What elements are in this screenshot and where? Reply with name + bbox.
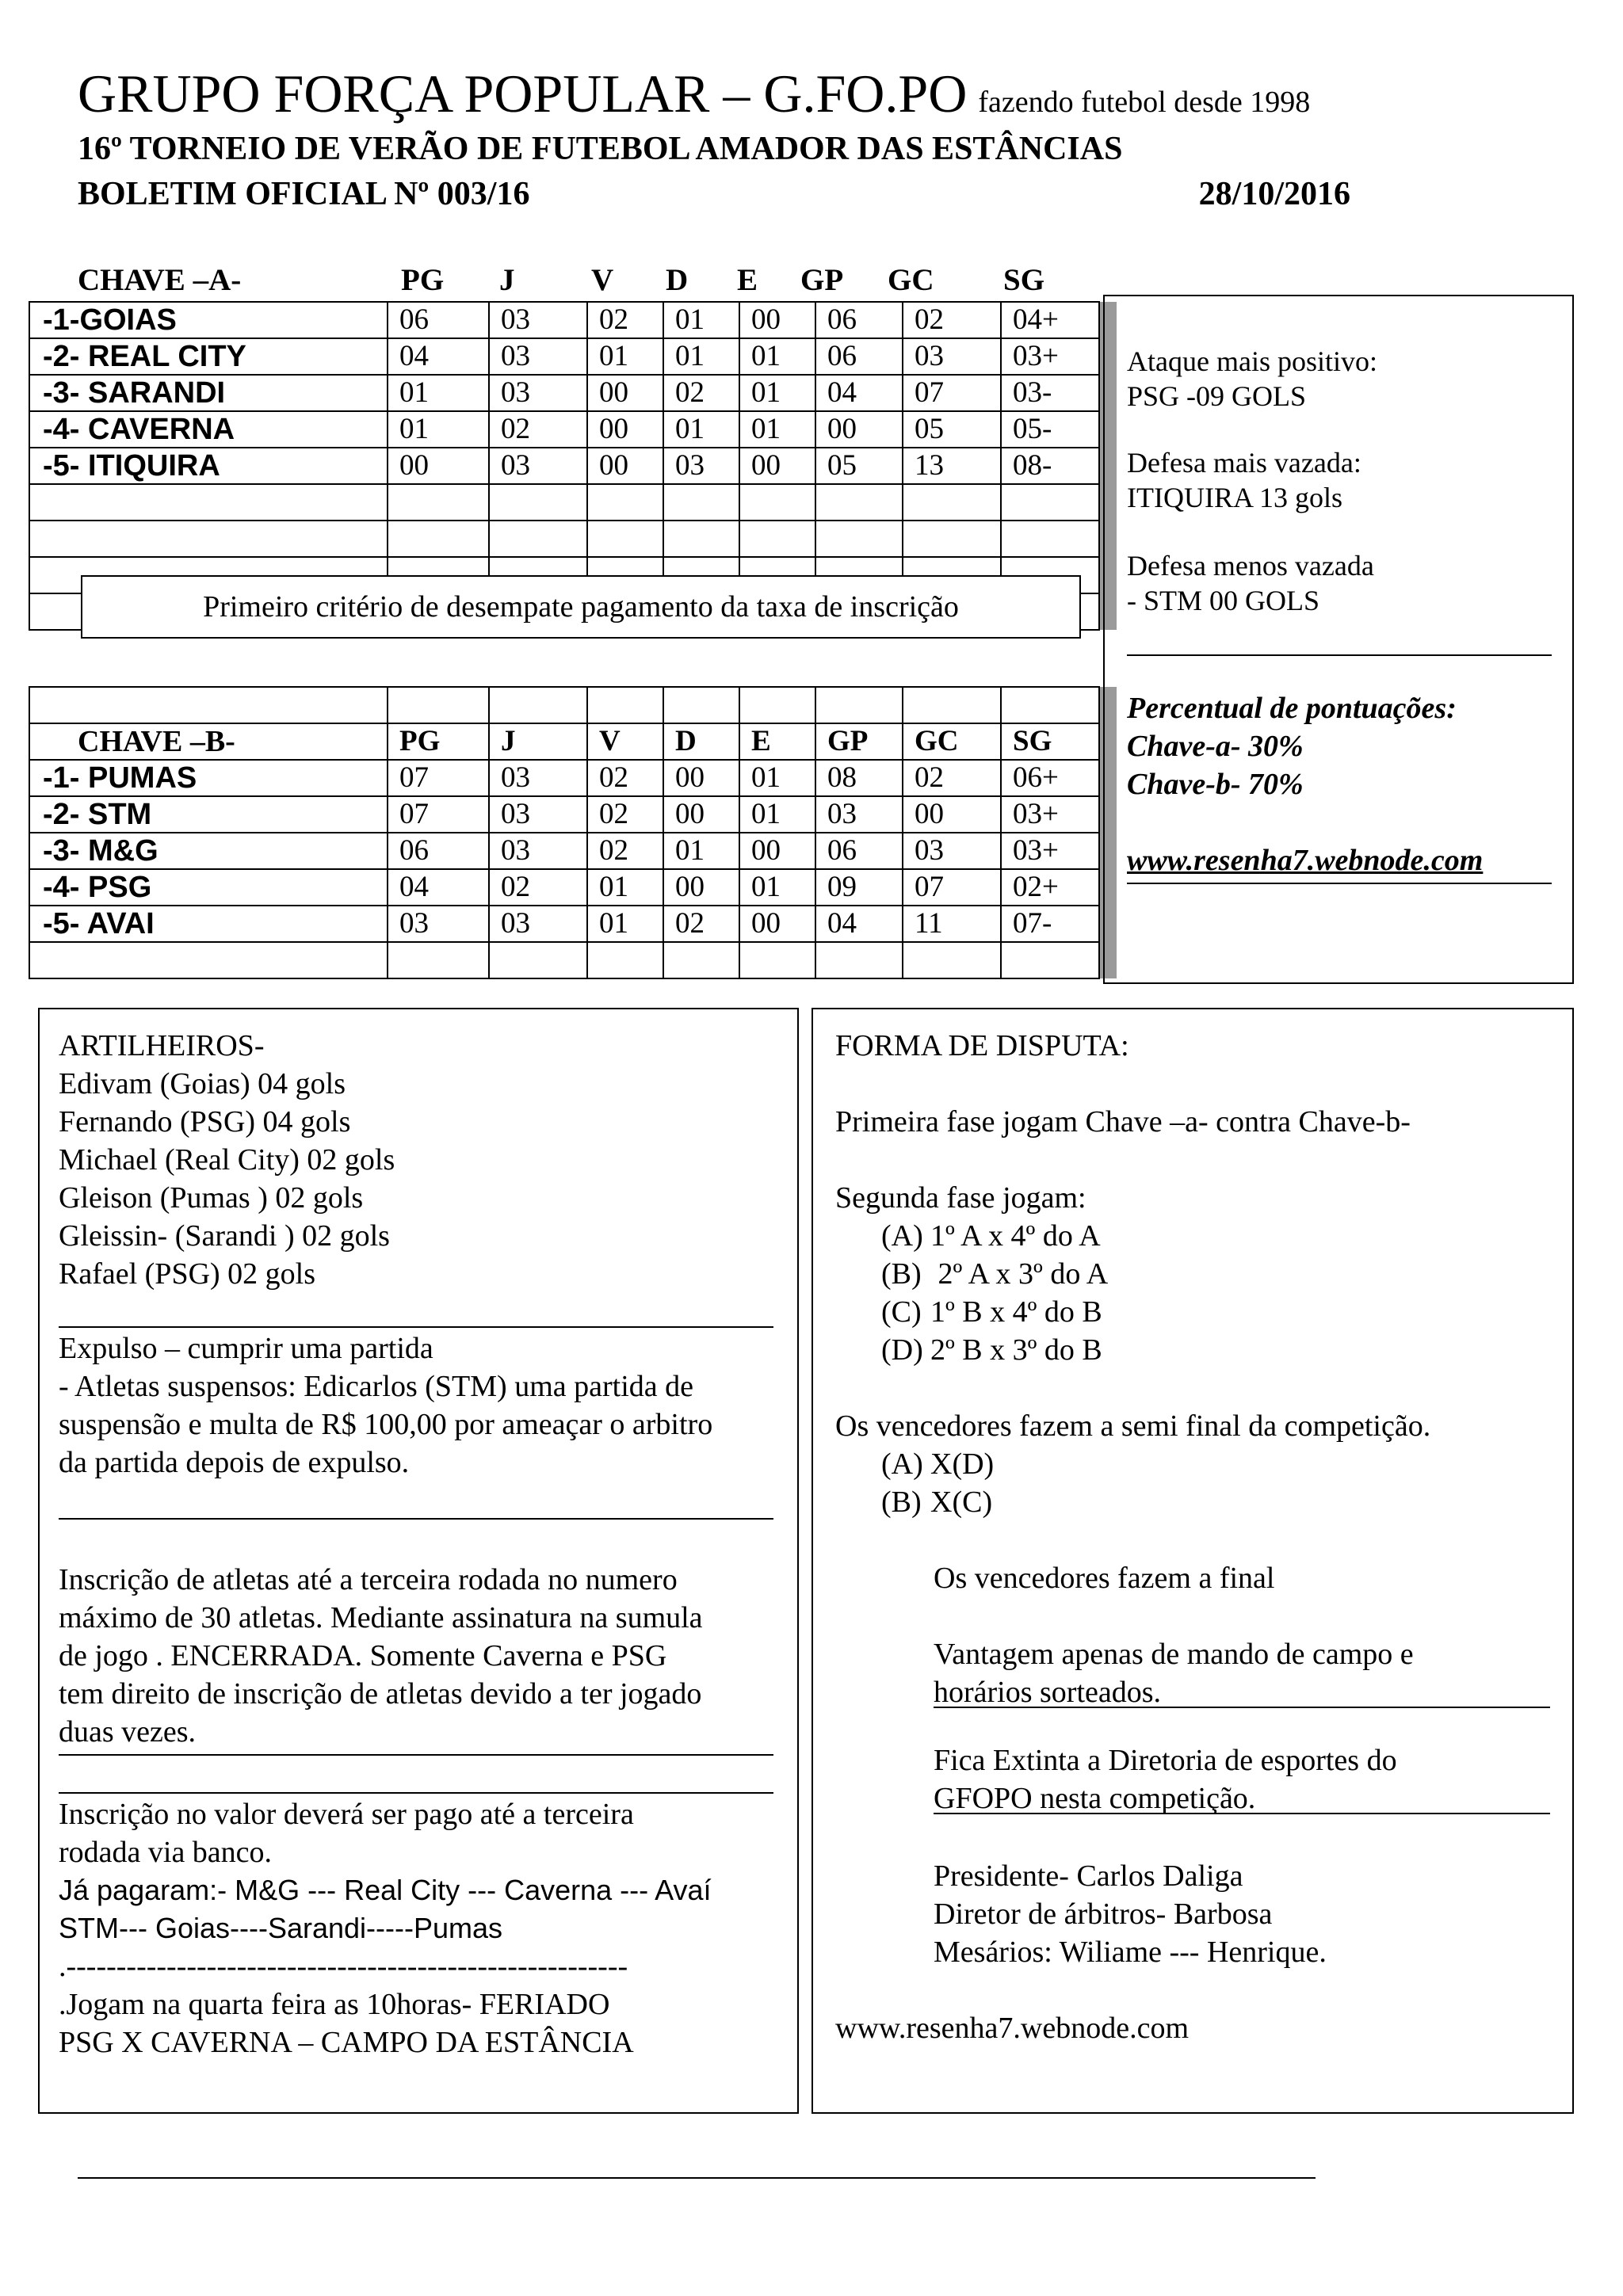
stat-cell: 00 (587, 411, 663, 448)
stat-cell: 02 (903, 302, 1001, 338)
payment-line: PSG X CAVERNA – CAMPO DA ESTÂNCIA (59, 2026, 634, 2059)
stat-cell: 00 (739, 302, 815, 338)
registration-line: máximo de 30 atletas. Mediante assinatura na sumula (59, 1601, 703, 1634)
stat-cell: 01 (663, 338, 739, 375)
stat-cell (739, 521, 815, 557)
stat-cell (903, 521, 1001, 557)
team-name: -5- AVAI (29, 906, 388, 942)
phase2-item: (C) 1º B x 4º do B (881, 1295, 1102, 1329)
stat-cell: 13 (903, 448, 1001, 484)
right-panel (812, 1008, 1574, 2114)
stat-cell (587, 521, 663, 557)
empty-cell (489, 687, 587, 723)
stat-cell: 03 (663, 448, 739, 484)
stat-cell: 01 (739, 796, 815, 833)
stat-cell: 01 (388, 411, 489, 448)
group-a-col-gp: GP (800, 263, 844, 297)
payment-line: rodada via banco. (59, 1836, 273, 1869)
column-header: PG (388, 723, 489, 760)
column-header: J (489, 723, 587, 760)
scorer-item: Gleissin- (Sarandi ) 02 gols (59, 1219, 390, 1253)
semi-list (881, 1445, 994, 1521)
group-a-col-pg: PG (401, 263, 445, 297)
empty-cell (587, 687, 663, 723)
stat-cell (903, 484, 1001, 521)
org-tagline: fazendo futebol desde 1998 (978, 86, 1311, 119)
column-header: SG (1001, 723, 1099, 760)
stat-cell: 02 (663, 906, 739, 942)
stat-cell: 04 (388, 869, 489, 906)
table-row (29, 375, 1117, 411)
expelled-line: da partida depois de expulso. (59, 1446, 410, 1479)
stat-cell: 04 (815, 375, 903, 411)
scorers-list (59, 1065, 395, 1293)
divider (59, 1754, 773, 1756)
scorer-item: Gleison (Pumas ) 02 gols (59, 1181, 364, 1215)
column-header: GC (903, 723, 1001, 760)
stat-cell (489, 521, 587, 557)
group-a-col-e: E (737, 263, 758, 297)
team-name: -2- STM (29, 796, 388, 833)
bulletin-line (78, 174, 1350, 214)
advantage-line: horários sorteados. (934, 1676, 1162, 1709)
stat-cell: 03 (489, 833, 587, 869)
expelled-line: suspensão e multa de R$ 100,00 por ameaçar o arbitro (59, 1408, 713, 1441)
stat-cell: 06 (388, 833, 489, 869)
empty-cell (388, 687, 489, 723)
column-header: D (663, 723, 739, 760)
stat-cell (815, 942, 903, 978)
group-a-col-j: J (499, 263, 515, 297)
group-a-col-d: D (666, 263, 689, 297)
table-row (29, 760, 1117, 796)
stat-cell (663, 521, 739, 557)
stat-cell: 01 (739, 338, 815, 375)
team-name: -3- M&G (29, 833, 388, 869)
stat-cell: 05 (903, 411, 1001, 448)
table-row (29, 338, 1117, 375)
advantage-line: Vantagem apenas de mando de campo e (934, 1638, 1414, 1671)
column-header: E (739, 723, 815, 760)
table-row (29, 411, 1117, 448)
staff-line: Presidente- Carlos Daliga (934, 1859, 1243, 1893)
percent-group-b: Chave-b- 70% (1127, 768, 1304, 801)
stat-cell: 02 (903, 760, 1001, 796)
team-name (29, 521, 388, 557)
group-a-title: CHAVE –A- (78, 263, 242, 297)
stat-cell: 03 (489, 906, 587, 942)
payment-line: Já pagaram:- M&G --- Real City --- Caverna --- Avaí (59, 1874, 712, 1906)
stat-cell (587, 484, 663, 521)
stat-cell: 00 (815, 411, 903, 448)
stat-cell (388, 942, 489, 978)
divider (59, 1326, 773, 1328)
stat-cell: 02+ (1001, 869, 1099, 906)
stat-cell: 02 (587, 833, 663, 869)
extinct-line: Fica Extinta a Diretoria de esportes do (934, 1744, 1397, 1777)
stat-cell: 03 (489, 796, 587, 833)
stat-cell: 00 (739, 833, 815, 869)
stat-cell: 01 (587, 338, 663, 375)
page-title (78, 62, 1310, 134)
stat-cell: 03 (903, 338, 1001, 375)
team-name: -3- SARANDI (29, 375, 388, 411)
team-name: -2- REAL CITY (29, 338, 388, 375)
stat-cell: 03 (489, 375, 587, 411)
org-name: GRUPO FORÇA POPULAR – G.FO.PO (78, 63, 968, 124)
expelled-line: Expulso – cumprir uma partida (59, 1332, 433, 1365)
team-name (29, 942, 388, 978)
phase2-title: Segunda fase jogam: (835, 1181, 1086, 1215)
scorers-title: ARTILHEIROS- (59, 1029, 265, 1062)
stat-cell: 02 (489, 411, 587, 448)
stat-cell: 07 (388, 796, 489, 833)
stat-cell: 02 (489, 869, 587, 906)
team-name: -4- CAVERNA (29, 411, 388, 448)
empty-cell (1001, 687, 1099, 723)
stat-cell (663, 942, 739, 978)
stat-cell: 08- (1001, 448, 1099, 484)
expelled-section (59, 1329, 712, 1482)
semi-text: Os vencedores fazem a semi final da competição. (835, 1409, 1431, 1443)
left-panel (38, 1008, 799, 2114)
stat-cell (739, 484, 815, 521)
divider (59, 1518, 773, 1520)
stat-cell (903, 942, 1001, 978)
stat-cell: 01 (663, 411, 739, 448)
stat-cell: 01 (388, 375, 489, 411)
best-defense-value: - STM 00 GOLS (1127, 585, 1320, 616)
advantage-text (934, 1635, 1414, 1711)
column-header: GP (815, 723, 903, 760)
payment-line: Inscrição no valor deverá ser pago até a terceira (59, 1798, 634, 1831)
payment-line: .Jogam na quarta feira as 10horas- FERIADO (59, 1988, 610, 2021)
stat-cell: 03 (903, 833, 1001, 869)
stat-cell: 03- (1001, 375, 1099, 411)
stat-cell: 03 (489, 760, 587, 796)
stat-cell: 07 (903, 375, 1001, 411)
stat-cell: 03+ (1001, 796, 1099, 833)
stat-cell: 05- (1001, 411, 1099, 448)
divider (934, 1707, 1550, 1708)
bulletin-number: BOLETIM OFICIAL Nº 003/16 (78, 176, 530, 212)
registration-line: Inscrição de atletas até a terceira rodada no numero (59, 1563, 678, 1596)
registration-line: duas vezes. (59, 1715, 197, 1749)
table-row (29, 869, 1117, 906)
staff-line: Mesários: Wiliame --- Henrique. (934, 1936, 1327, 1969)
stat-cell: 01 (739, 869, 815, 906)
worst-defense-value: ITIQUIRA 13 gols (1127, 482, 1342, 513)
payment-line: STM--- Goias----Sarandi-----Pumas (59, 1912, 503, 1944)
phase2-item: (A) 1º A x 4º do A (881, 1219, 1101, 1253)
table-row (29, 796, 1117, 833)
table-row-empty (29, 687, 1117, 723)
stat-cell: 03 (489, 338, 587, 375)
team-name: -1- PUMAS (29, 760, 388, 796)
stat-cell: 11 (903, 906, 1001, 942)
stat-cell: 01 (587, 869, 663, 906)
stat-cell: 00 (739, 448, 815, 484)
semi-item: (B) X(C) (881, 1486, 993, 1519)
table-row (29, 833, 1117, 869)
final-text: Os vencedores fazem a final (934, 1562, 1275, 1595)
stat-cell: 06+ (1001, 760, 1099, 796)
table-row-empty (29, 521, 1117, 557)
stat-cell: 08 (815, 760, 903, 796)
best-defense-label: Defesa menos vazada (1127, 550, 1374, 582)
stat-cell: 01 (739, 760, 815, 796)
stat-cell (489, 484, 587, 521)
stat-cell: 01 (739, 411, 815, 448)
stat-cell: 01 (663, 833, 739, 869)
divider (59, 1792, 773, 1794)
registration-line: tem direito de inscrição de atletas devido a ter jogado (59, 1677, 702, 1711)
tiebreak-notice: Primeiro critério de desempate pagamento da taxa de inscrição (81, 575, 1081, 639)
stat-cell (587, 942, 663, 978)
stats-divider (1127, 654, 1552, 656)
stat-cell: 02 (587, 796, 663, 833)
phase2-item: (B) 2º A x 3º do A (881, 1257, 1109, 1291)
attack-label: Ataque mais positivo: (1127, 345, 1377, 377)
stat-cell: 06 (815, 833, 903, 869)
staff-list (934, 1857, 1327, 1971)
stat-cell (815, 484, 903, 521)
stat-cell: 03 (489, 448, 587, 484)
extinct-line: GFOPO nesta competição. (934, 1782, 1256, 1815)
bulletin-date: 28/10/2016 (1198, 176, 1350, 212)
phase2-list (881, 1217, 1108, 1369)
footer-rule (78, 2177, 1316, 2179)
stat-cell: 00 (663, 796, 739, 833)
table-row-empty (29, 484, 1117, 521)
column-header: V (587, 723, 663, 760)
empty-cell (29, 687, 388, 723)
scorer-item: Michael (Real City) 02 gols (59, 1143, 395, 1177)
stat-cell: 06 (815, 302, 903, 338)
phase2-item: (D) 2º B x 3º do B (881, 1333, 1102, 1367)
registration-section (59, 1561, 703, 1751)
extinct-text (934, 1741, 1397, 1817)
stat-cell: 00 (663, 869, 739, 906)
phase1-text: Primeira fase jogam Chave –a- contra Chave-b- (835, 1105, 1411, 1138)
stat-cell: 06 (815, 338, 903, 375)
expelled-line: - Atletas suspensos: Edicarlos (STM) uma partida de (59, 1370, 694, 1403)
group-b-title: CHAVE –B- (29, 723, 388, 760)
attack-value: PSG -09 GOLS (1127, 380, 1307, 412)
table-row-empty (29, 942, 1117, 978)
team-name: -4- PSG (29, 869, 388, 906)
stats-box (1103, 295, 1574, 984)
stat-cell: 00 (663, 760, 739, 796)
stat-cell: 04 (815, 906, 903, 942)
stat-cell: 07- (1001, 906, 1099, 942)
scorer-item: Fernando (PSG) 04 gols (59, 1105, 351, 1138)
stat-cell: 00 (388, 448, 489, 484)
table-row (29, 302, 1117, 338)
semi-item: (A) X(D) (881, 1447, 995, 1481)
team-name: -5- ITIQUIRA (29, 448, 388, 484)
empty-cell (739, 687, 815, 723)
stat-cell: 01 (587, 906, 663, 942)
scorer-item: Edivam (Goias) 04 gols (59, 1067, 346, 1100)
divider (934, 1813, 1550, 1814)
table-header-row (29, 723, 1117, 760)
site-link[interactable]: www.resenha7.webnode.com (835, 2012, 1189, 2045)
table-row (29, 448, 1117, 484)
payment-line: .-------------------------------------------------------- (59, 1950, 628, 1983)
empty-cell (815, 687, 903, 723)
stat-cell (663, 484, 739, 521)
stat-cell: 00 (587, 375, 663, 411)
stat-cell (1001, 484, 1099, 521)
stat-cell: 03 (815, 796, 903, 833)
stat-cell: 06 (388, 302, 489, 338)
payment-section (59, 1795, 712, 2061)
percent-group-a: Chave-a- 30% (1127, 730, 1304, 763)
stat-cell (489, 942, 587, 978)
stat-cell: 04+ (1001, 302, 1099, 338)
stat-cell: 03 (489, 302, 587, 338)
stat-cell: 03 (388, 906, 489, 942)
stat-cell: 04 (388, 338, 489, 375)
registration-line: de jogo . ENCERRADA. Somente Caverna e PSG (59, 1639, 667, 1672)
stat-cell (815, 521, 903, 557)
stat-cell: 03+ (1001, 338, 1099, 375)
stat-cell (388, 521, 489, 557)
stats-bottom-divider (1127, 883, 1552, 884)
stat-cell: 00 (739, 906, 815, 942)
team-name: -1-GOIAS (29, 302, 388, 338)
worst-defense-label: Defesa mais vazada: (1127, 447, 1361, 479)
staff-line: Diretor de árbitros- Barbosa (934, 1897, 1273, 1931)
stat-cell: 00 (587, 448, 663, 484)
table-row (29, 906, 1117, 942)
group-a-col-sg: SG (1003, 263, 1045, 297)
stat-cell: 05 (815, 448, 903, 484)
stat-cell: 07 (388, 760, 489, 796)
group-a-col-gc: GC (888, 263, 934, 297)
group-b-table (29, 686, 1117, 979)
stat-cell: 00 (903, 796, 1001, 833)
stat-cell (739, 942, 815, 978)
tournament-title: 16º TORNEIO DE VERÃO DE FUTEBOL AMADOR DAS ESTÂNCIAS (78, 131, 1123, 167)
stat-cell: 03+ (1001, 833, 1099, 869)
empty-cell (663, 687, 739, 723)
team-name (29, 484, 388, 521)
dispute-title: FORMA DE DISPUTA: (835, 1029, 1129, 1062)
stats-site-link[interactable]: www.resenha7.webnode.com (1127, 844, 1484, 877)
stat-cell (1001, 521, 1099, 557)
scorer-item: Rafael (PSG) 02 gols (59, 1257, 316, 1291)
stat-cell (388, 484, 489, 521)
percent-title: Percentual de pontuações: (1127, 692, 1457, 725)
stat-cell: 02 (587, 302, 663, 338)
empty-cell (903, 687, 1001, 723)
stat-cell: 07 (903, 869, 1001, 906)
stat-cell: 01 (739, 375, 815, 411)
group-a-col-v: V (591, 263, 614, 297)
stat-cell: 01 (663, 302, 739, 338)
stat-cell (1001, 942, 1099, 978)
stat-cell: 09 (815, 869, 903, 906)
stat-cell: 02 (663, 375, 739, 411)
stat-cell: 02 (587, 760, 663, 796)
